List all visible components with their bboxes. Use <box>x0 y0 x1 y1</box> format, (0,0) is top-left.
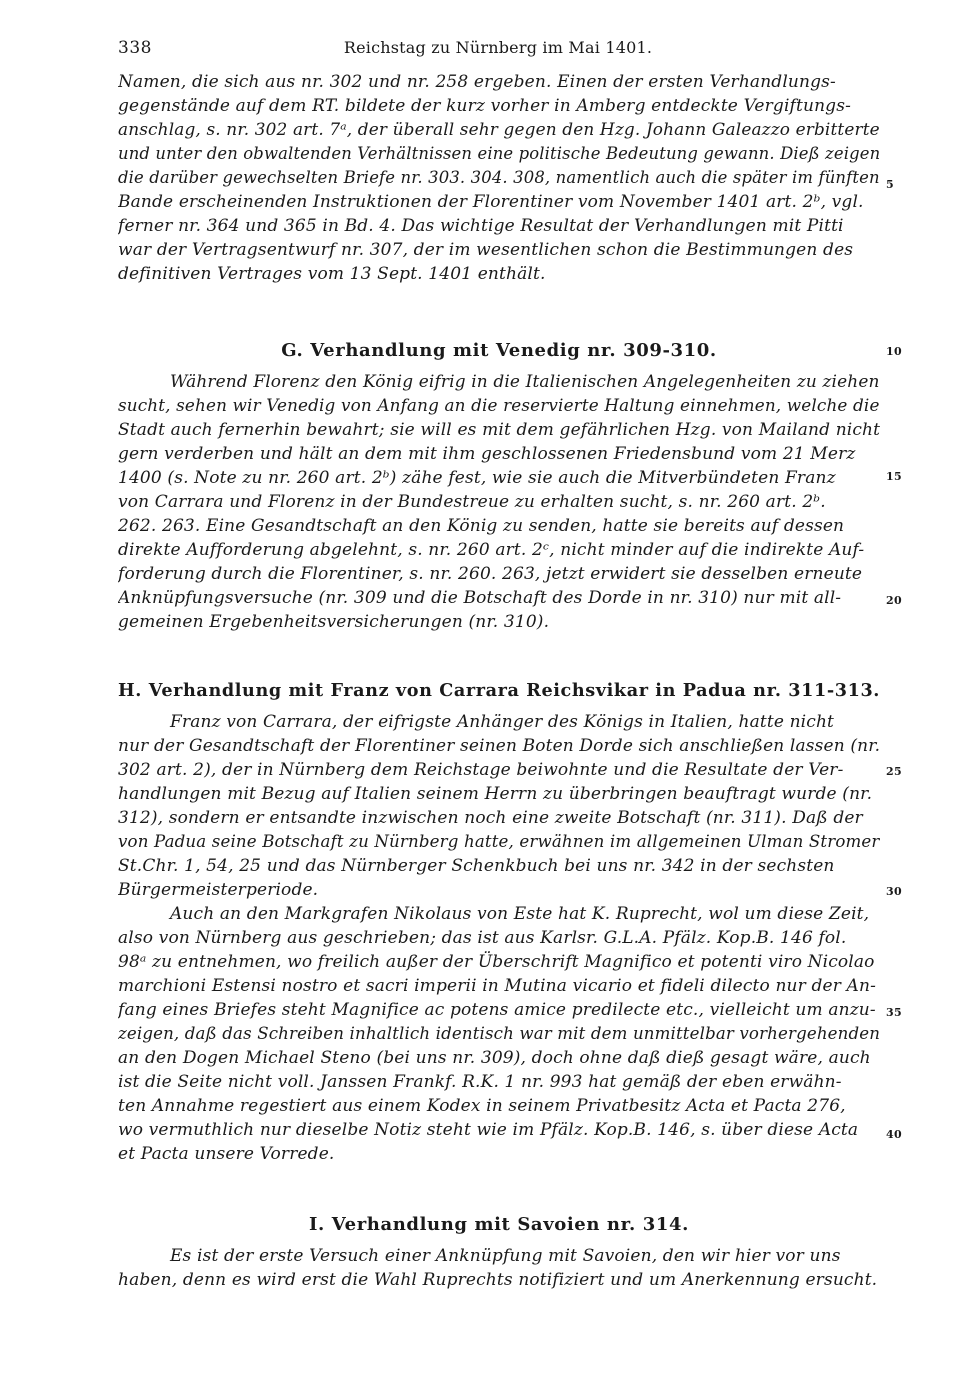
margin-line-number: 25 <box>886 765 902 778</box>
text-line: Namen, die sich aus nr. 302 und nr. 258 ergeben. Einen der ersten Verhandlungs- <box>118 72 836 92</box>
text-line: gemeinen Ergebenheitsversicherungen (nr. 310). <box>118 612 550 632</box>
text-line: forderung durch die Florentiner, s. nr. 260. 263, jetzt erwidert sie desselben erneute <box>118 564 863 584</box>
margin-line-number: 5 <box>886 178 894 191</box>
section-i-paragraph <box>118 1244 880 1292</box>
intro-paragraph <box>118 70 880 286</box>
section-h-paragraph <box>118 710 880 1166</box>
margin-line-number: 40 <box>886 1128 902 1141</box>
text-line: haben, denn es wird erst die Wahl Ruprechts notifiziert und um Anerkennung ersucht. <box>118 1270 878 1290</box>
margin-line-number: 10 <box>886 345 902 358</box>
text-line: ten Annahme regestiert aus einem Kodex in seinem Privatbesitz Acta et Pacta 276, <box>118 1096 846 1116</box>
text-line: St.Chr. 1, 54, 25 und das Nürnberger Schenkbuch bei uns nr. 342 in der sechsten <box>118 856 835 876</box>
text-line: von Carrara und Florenz in der Bundestreue zu erhalten sucht, s. nr. 260 art. 2ᵇ. <box>118 492 826 512</box>
text-line: fang eines Briefes steht Magnifice ac potens amice predilecte etc., vielleicht um anzu- <box>118 1000 876 1020</box>
text-line: ferner nr. 364 und 365 in Bd. 4. Das wichtige Resultat der Verhandlungen mit Pitti <box>118 216 844 236</box>
text-line: Anknüpfungsversuche (nr. 309 und die Botschaft des Dorde in nr. 310) nur mit all- <box>118 588 842 608</box>
text-line: und unter den obwaltenden Verhältnissen eine politische Bedeutung gewann. Dieß zeigen <box>118 144 880 164</box>
text-line: ist die Seite nicht voll. Janssen Frankf. R.K. 1 nr. 993 hat gemäß der eben erwähn- <box>118 1072 842 1092</box>
text-line: et Pacta unsere Vorrede. <box>118 1144 335 1164</box>
section-heading-i: I. Verhandlung mit Savoien nr. 314. <box>308 1214 689 1235</box>
text-line: zeigen, daß das Schreiben inhaltlich identisch war mit dem unmittelbar vorhergehenden <box>118 1024 880 1044</box>
text-line: war der Vertragsentwurf nr. 307, der im wesentlichen schon die Bestimmungen des <box>118 240 854 260</box>
text-line: die darüber gewechselten Briefe nr. 303. 304. 308, namentlich auch die später im fünften <box>118 168 880 188</box>
text-line: definitiven Vertrages vom 13 Sept. 1401 enthält. <box>118 264 546 284</box>
text-line: gegenstände auf dem RT. bildete der kurz vorher in Amberg entdeckte Vergiftungs- <box>118 96 851 116</box>
text-line: Auch an den Markgrafen Nikolaus von Este hat K. Ruprecht, wol um diese Zeit, <box>170 904 870 924</box>
margin-line-number: 30 <box>886 885 902 898</box>
text-line: 98ᵃ zu entnehmen, wo freilich außer der Überschrift Magnifico et potenti viro Nicolao <box>118 952 875 972</box>
text-line: direkte Aufforderung abgelehnt, s. nr. 260 art. 2ᶜ, nicht minder auf die indirekte Auf- <box>118 540 865 560</box>
text-line: Bande erscheinenden Instruktionen der Florentiner vom November 1401 art. 2ᵇ, vgl. <box>118 192 864 212</box>
section-heading-g: G. Verhandlung mit Venedig nr. 309-310. <box>281 340 717 361</box>
text-line: nur der Gesandtschaft der Florentiner seinen Boten Dorde sich anschließen lassen (nr. <box>118 736 880 756</box>
text-line: an den Dogen Michael Steno (bei uns nr. 309), doch ohne daß dieß gesagt wäre, auch <box>118 1048 871 1068</box>
text-line: handlungen mit Bezug auf Italien seinem Herrn zu überbringen beauftragt wurde (nr. <box>118 784 873 804</box>
margin-line-number: 35 <box>886 1006 902 1019</box>
text-line: Während Florenz den König eifrig in die Italienischen Angelegenheiten zu ziehen <box>170 372 880 392</box>
section-g-paragraph <box>118 370 880 634</box>
text-line: Es ist der erste Versuch einer Anknüpfung mit Savoien, den wir hier vor uns <box>170 1246 841 1266</box>
text-line: von Padua seine Botschaft zu Nürnberg hatte, erwähnen im allgemeinen Ulman Stromer <box>118 832 880 852</box>
text-line: Franz von Carrara, der eifrigste Anhänger des Königs in Italien, hatte nicht <box>170 712 835 732</box>
text-line: marchioni Estensi nostro et sacri imperii in Mutina vicario et fideli dilecto nur der An- <box>118 976 876 996</box>
text-line: 1400 (s. Note zu nr. 260 art. 2ᵇ) zähe fest, wie sie auch die Mitverbündeten Franz <box>118 468 836 488</box>
text-line: anschlag, s. nr. 302 art. 7ᵃ, der überall sehr gegen den Hzg. Johann Galeazzo erbitterte <box>118 120 880 140</box>
running-title: Reichstag zu Nürnberg im Mai 1401. <box>343 38 653 57</box>
text-line: also von Nürnberg aus geschrieben; das ist aus Karlsr. G.L.A. Pfälz. Kop.B. 146 fol. <box>118 928 847 948</box>
page-number: 338 <box>118 38 152 58</box>
text-line: gern verderben und hält an dem mit ihm geschlossenen Friedensbund vom 21 Merz <box>118 444 856 464</box>
text-line: wo vermuthlich nur dieselbe Notiz steht wie im Pfälz. Kop.B. 146, s. über diese Acta <box>118 1120 859 1140</box>
text-line: Stadt auch fernerhin bewahrt; sie will es mit dem gefährlichen Hzg. von Mailand nicht <box>118 420 880 440</box>
text-line: Bürgermeisterperiode. <box>118 880 319 900</box>
section-heading-h: H. Verhandlung mit Franz von Carrara Reichsvikar in Padua nr. 311-313. <box>118 680 881 701</box>
text-line: 312), sondern er entsandte inzwischen noch eine zweite Botschaft (nr. 311). Daß der <box>118 808 863 828</box>
margin-line-number: 15 <box>886 470 902 483</box>
page-header <box>118 38 878 62</box>
margin-line-number: 20 <box>886 594 902 607</box>
text-line: 262. 263. Eine Gesandtschaft an den König zu senden, hatte sie bereits auf dessen <box>118 516 845 536</box>
text-line: 302 art. 2), der in Nürnberg dem Reichstage beiwohnte und die Resultate der Ver- <box>118 760 844 780</box>
text-line: sucht, sehen wir Venedig von Anfang an die reservierte Haltung einnehmen, welche die <box>118 396 880 416</box>
